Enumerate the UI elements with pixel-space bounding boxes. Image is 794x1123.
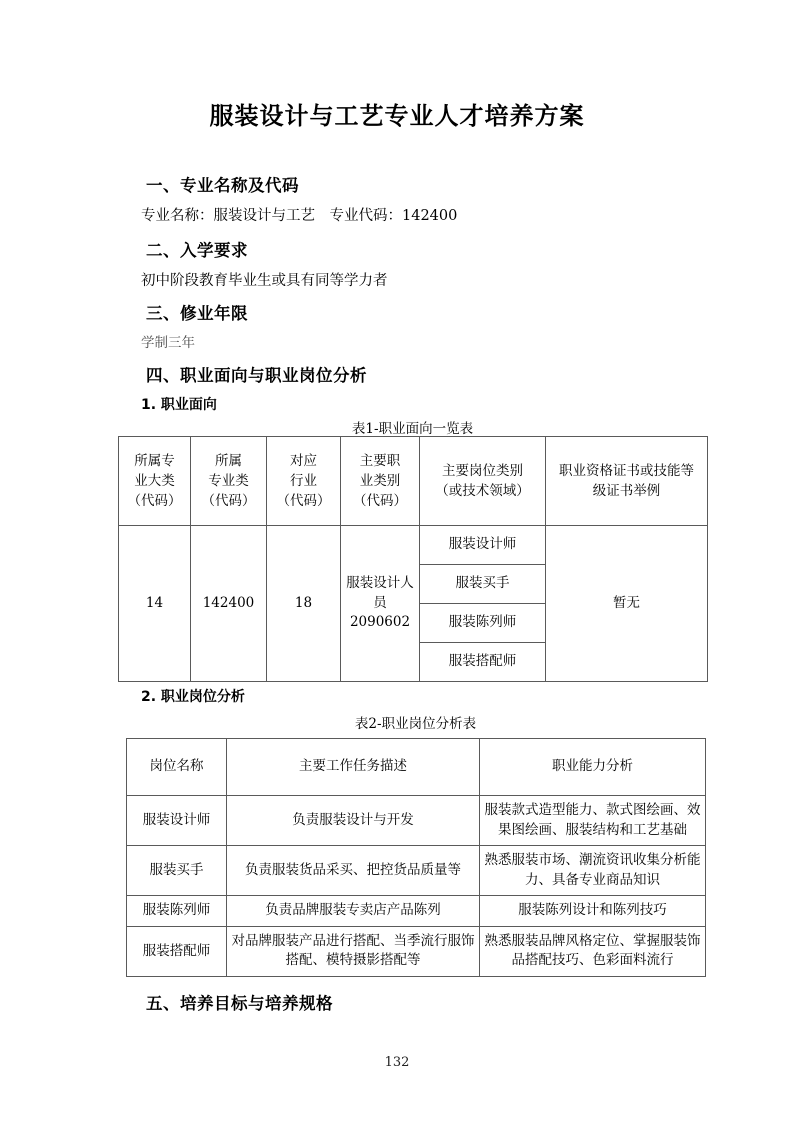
table1-header-occupation-category bbox=[341, 437, 420, 526]
table2-cell-tasks: 负责品牌服装专卖店产品陈列 bbox=[227, 896, 480, 927]
table2-cell-tasks: 负责服装设计与开发 bbox=[227, 796, 480, 846]
table1-cell-position-1: 服装设计师 bbox=[420, 526, 546, 565]
body-section-1: 专业名称：服装设计与工艺 专业代码：142400 bbox=[141, 208, 458, 224]
table2-header-tasks: 主要工作任务描述 bbox=[227, 739, 480, 796]
heading-section-5: 五、培养目标与培养规格 bbox=[146, 994, 333, 1013]
table1-header-major-class bbox=[191, 437, 267, 526]
table2-cell-position: 服装买手 bbox=[127, 846, 227, 896]
table1-header-major-category bbox=[119, 437, 191, 526]
table1-cell-position-4: 服装搭配师 bbox=[420, 643, 546, 682]
subheading-position-analysis: 2. 职业岗位分析 bbox=[141, 689, 245, 705]
heading-section-2: 二、入学要求 bbox=[146, 241, 248, 260]
table2-caption: 表2-职业岗位分析表 bbox=[354, 716, 477, 732]
table2-cell-abilities: 熟悉服装市场、潮流资讯收集分析能力、具备专业商品知识 bbox=[480, 846, 706, 896]
table-row bbox=[127, 926, 706, 976]
hdr-line: （代码） bbox=[276, 493, 331, 510]
table2-cell-position: 服装搭配师 bbox=[127, 926, 227, 976]
heading-section-4: 四、职业面向与职业岗位分析 bbox=[146, 366, 367, 385]
hdr-line: 所属专 bbox=[134, 452, 175, 469]
page-title: 服装设计与工艺专业人才培养方案 bbox=[209, 102, 585, 130]
table1-header-certificate bbox=[546, 437, 708, 526]
table1-cell-certificate: 暂无 bbox=[546, 526, 708, 682]
table1-cell-major-category-code: 14 bbox=[119, 526, 191, 682]
table2-cell-tasks: 负责服装货品采买、把控货品质量等 bbox=[227, 846, 480, 896]
table2-cell-abilities: 服装陈列设计和陈列技巧 bbox=[480, 896, 706, 927]
hdr-line: 对应 bbox=[290, 452, 317, 469]
hdr-line: 业类别 bbox=[359, 472, 401, 489]
table-row bbox=[127, 846, 706, 896]
table-row bbox=[119, 526, 708, 565]
hdr-line: 职业资格证书或技能等 bbox=[559, 462, 694, 479]
hdr-line: 主要岗位类别 bbox=[442, 462, 523, 479]
occupation-code: 2090602 bbox=[349, 614, 411, 631]
table1-cell-major-class-code: 142400 bbox=[191, 526, 267, 682]
hdr-line: 级证书举例 bbox=[592, 483, 661, 499]
occupation-name: 服装设计人员 bbox=[346, 575, 414, 611]
table1-caption: 表1-职业面向一览表 bbox=[351, 421, 474, 437]
table1-cell-position-2: 服装买手 bbox=[420, 565, 546, 604]
table-header-row bbox=[119, 437, 708, 526]
table2-cell-abilities: 熟悉服装品牌风格定位、掌握服装饰品搭配技巧、色彩面料流行 bbox=[480, 926, 706, 976]
body-section-3: 学制三年 bbox=[141, 335, 195, 351]
table1-cell-position-3: 服装陈列师 bbox=[420, 604, 546, 643]
table-occupation-orientation bbox=[118, 436, 708, 682]
hdr-line: 主要职 bbox=[359, 452, 401, 469]
table2-cell-position: 服装设计师 bbox=[127, 796, 227, 846]
hdr-line: 业大类 bbox=[134, 472, 175, 489]
table1-header-industry bbox=[267, 437, 341, 526]
hdr-line: 所属 bbox=[215, 452, 242, 469]
table1-header-position-category bbox=[420, 437, 546, 526]
hdr-line: （代码） bbox=[201, 493, 256, 510]
table2-header-position: 岗位名称 bbox=[127, 739, 227, 796]
hdr-line: （或技术领域） bbox=[435, 483, 530, 499]
subheading-occupation-orientation: 1. 职业面向 bbox=[141, 397, 217, 413]
table-row bbox=[127, 796, 706, 846]
hdr-line: （代码） bbox=[353, 493, 407, 510]
hdr-line: 行业 bbox=[290, 472, 317, 489]
table2-header-abilities: 职业能力分析 bbox=[480, 739, 706, 796]
hdr-line: 专业类 bbox=[208, 472, 249, 489]
heading-section-1: 一、专业名称及代码 bbox=[146, 176, 299, 195]
table2-cell-tasks: 对品牌服装产品进行搭配、当季流行服饰搭配、模特摄影搭配等 bbox=[227, 926, 480, 976]
body-section-2: 初中阶段教育毕业生或具有同等学力者 bbox=[141, 273, 388, 289]
table1-cell-occupation bbox=[341, 526, 420, 682]
table2-cell-position: 服装陈列师 bbox=[127, 896, 227, 927]
table2-cell-abilities: 服装款式造型能力、款式图绘画、效果图绘画、服装结构和工艺基础 bbox=[480, 796, 706, 846]
page-number: 132 bbox=[384, 1055, 410, 1070]
table1-cell-industry-code: 18 bbox=[267, 526, 341, 682]
heading-section-3: 三、修业年限 bbox=[146, 304, 248, 323]
hdr-line: （代码） bbox=[127, 493, 182, 510]
table-header-row bbox=[127, 739, 706, 796]
table-row bbox=[127, 896, 706, 927]
table-position-analysis bbox=[126, 738, 706, 977]
